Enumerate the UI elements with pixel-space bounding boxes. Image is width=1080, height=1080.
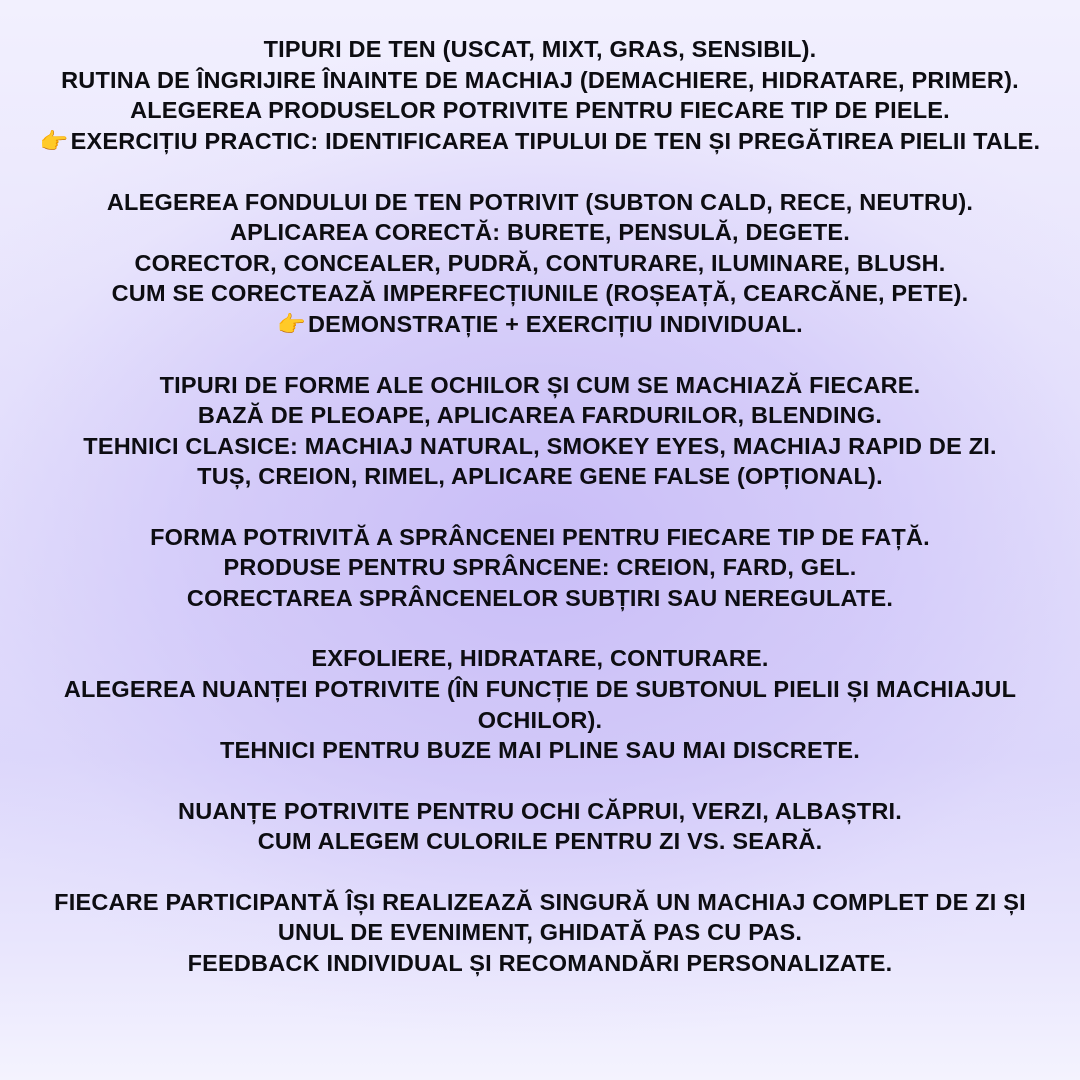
pointing-right-hand-icon: 👉 <box>39 127 69 154</box>
text-line <box>26 65 1054 96</box>
text-line <box>26 278 1054 309</box>
line-text: APLICAREA CORECTĂ: BURETE, PENSULĂ, DEGETE. <box>229 219 851 246</box>
section-eyes <box>26 370 1054 492</box>
line-text: CUM SE CORECTEAZĂ IMPERFECȚIUNILE (ROȘEAȚĂ, CEARCĂNE, PETE). <box>111 280 969 307</box>
line-text: RUTINA DE ÎNGRIJIRE ÎNAINTE DE MACHIAJ (DEMACHIERE, HIDRATARE, PRIMER). <box>61 66 1019 93</box>
section-skin-prep <box>26 34 1054 157</box>
line-text: TUȘ, CREION, RIMEL, APLICARE GENE FALSE (OPȚIONAL). <box>197 463 883 490</box>
line-text: CUM ALEGEM CULORILE PENTRU ZI VS. SEARĂ. <box>257 828 823 855</box>
line-text: EXFOLIERE, HIDRATARE, CONTURARE. <box>311 645 769 672</box>
text-line <box>26 187 1054 218</box>
text-line <box>26 674 1054 735</box>
text-line <box>26 552 1054 583</box>
text-line <box>26 217 1054 248</box>
section-practice <box>26 887 1054 979</box>
text-line-with-pointer <box>26 309 1054 340</box>
pointing-right-hand-icon: 👉 <box>277 310 306 337</box>
text-line <box>26 887 1054 948</box>
line-text: FORMA POTRIVITĂ A SPRÂNCENEI PENTRU FIECARE TIP DE FAȚĂ. <box>150 523 930 550</box>
text-line-with-pointer <box>26 126 1054 157</box>
line-text: CORECTOR, CONCEALER, PUDRĂ, CONTURARE, ILUMINARE, BLUSH. <box>134 249 946 276</box>
line-text: PRODUSE PENTRU SPRÂNCENE: CREION, FARD, GEL. <box>223 554 857 581</box>
text-line <box>26 796 1054 827</box>
text-line <box>26 370 1054 401</box>
text-line <box>26 461 1054 492</box>
line-text: CORECTAREA SPRÂNCENELOR SUBȚIRI SAU NEREGULATE. <box>186 584 894 611</box>
line-text: TEHNICI CLASICE: MACHIAJ NATURAL, SMOKEY EYES, MACHIAJ RAPID DE ZI. <box>83 432 997 459</box>
text-line <box>26 400 1054 431</box>
section-lips <box>26 643 1054 765</box>
line-text: NUANȚE POTRIVITE PENTRU OCHI CĂPRUI, VERZI, ALBAȘTRI. <box>178 797 902 824</box>
line-text: TIPURI DE TEN (USCAT, MIXT, GRAS, SENSIBIL). <box>263 36 817 62</box>
text-line <box>26 583 1054 614</box>
section-foundation <box>26 187 1054 340</box>
line-text: TIPURI DE FORME ALE OCHILOR ȘI CUM SE MACHIAZĂ FIECARE. <box>159 371 921 398</box>
text-line <box>26 95 1054 126</box>
line-text: EXERCIȚIU PRACTIC: IDENTIFICAREA TIPULUI DE TEN ȘI PREGĂTIREA PIELII TALE. <box>70 127 1041 154</box>
text-line <box>26 643 1054 674</box>
line-text: ALEGEREA FONDULUI DE TEN POTRIVIT (SUBTON CALD, RECE, NEUTRU). <box>106 188 974 215</box>
text-line <box>26 948 1054 979</box>
text-line <box>26 431 1054 462</box>
text-line <box>26 34 1054 65</box>
line-text: TEHNICI PENTRU BUZE MAI PLINE SAU MAI DISCRETE. <box>219 737 860 764</box>
line-text: FIECARE PARTICIPANTĂ ÎȘI REALIZEAZĂ SINGURĂ UN MACHIAJ COMPLET DE ZI ȘI UNUL DE EVENIMENT, GHIDATĂ PAS CU PAS. <box>54 888 1026 946</box>
line-text: BAZĂ DE PLEOAPE, APLICAREA FARDURILOR, BLENDING. <box>197 402 883 429</box>
line-text: ALEGEREA PRODUSELOR POTRIVITE PENTRU FIECARE TIP DE PIELE. <box>130 97 950 124</box>
section-brows <box>26 522 1054 614</box>
text-line <box>26 522 1054 553</box>
poster-content <box>26 34 1054 978</box>
text-line <box>26 248 1054 279</box>
line-text: ALEGEREA NUANȚEI POTRIVITE (ÎN FUNCȚIE DE SUBTONUL PIELII ȘI MACHIAJUL OCHILOR). <box>63 675 1017 733</box>
section-colors <box>26 796 1054 857</box>
line-text: FEEDBACK INDIVIDUAL ȘI RECOMANDĂRI PERSONALIZATE. <box>187 949 893 976</box>
line-text: DEMONSTRAȚIE + EXERCIȚIU INDIVIDUAL. <box>307 310 803 337</box>
text-line <box>26 735 1054 766</box>
text-line <box>26 826 1054 857</box>
